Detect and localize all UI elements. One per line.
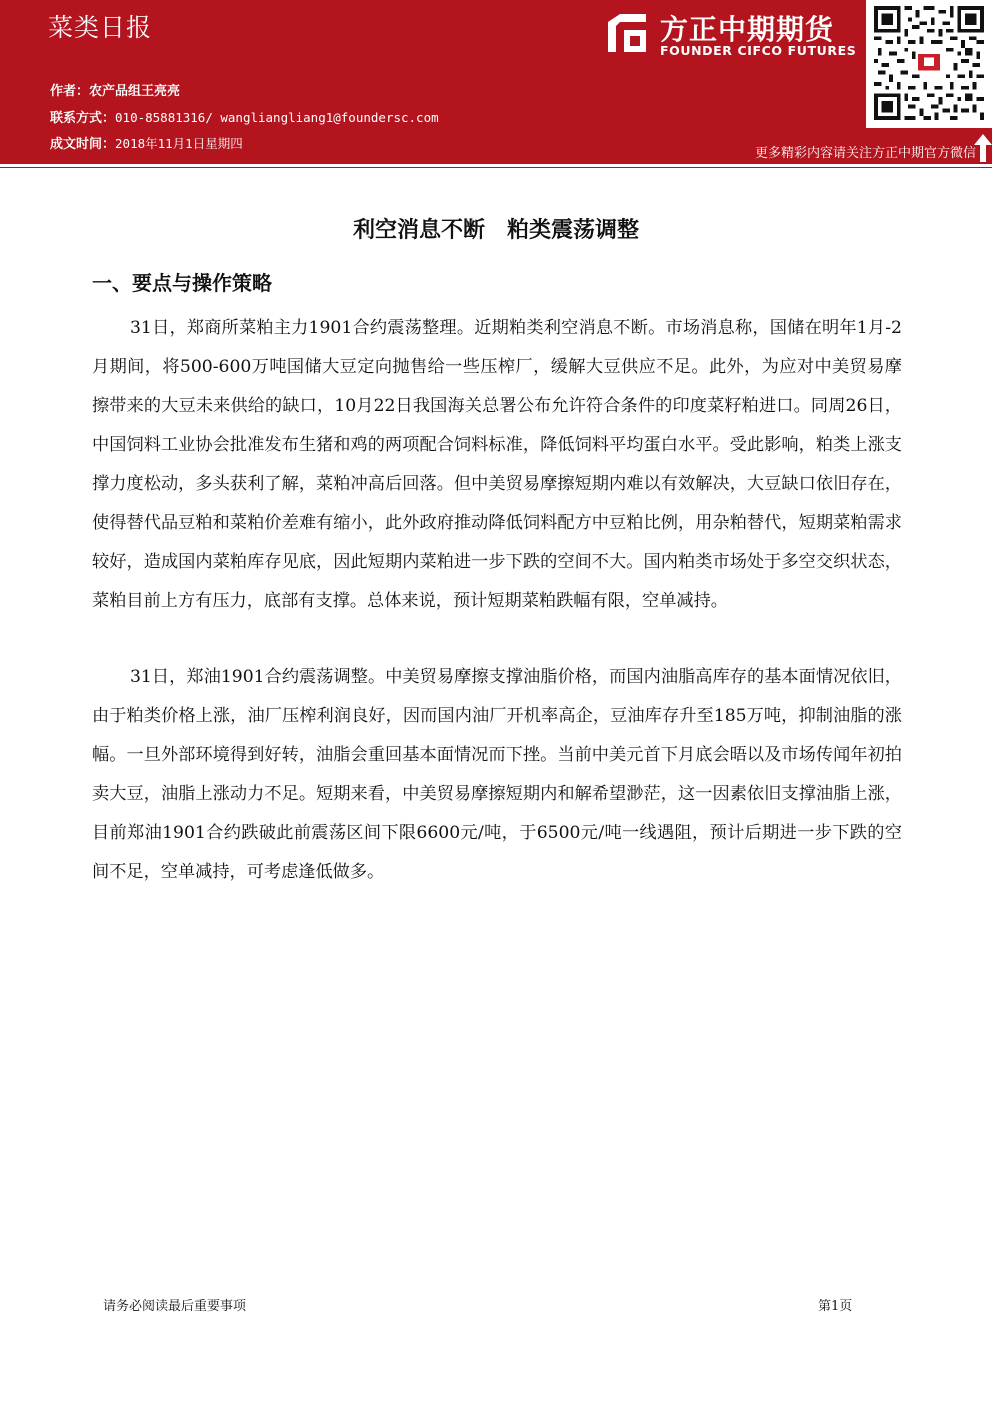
date-line [50,133,243,152]
paragraph-rapeseed-oil: 31日，郑油1901合约震荡调整。中美贸易摩擦支撑油脂价格，而国内油脂高库存的基本面情况依旧，由于粕类价格上涨，油厂压榨利润良好，因而国内油厂开机率高企，豆油库存升至185万吨，抑制油脂的涨幅。一旦外部环境得到好转，油脂会重回基本面情况而下挫。当前中美元首下月底会晤以及市场传闻年初拍卖大豆，油脂上涨动力不足。短期来看，中美贸易摩擦短期内和解希望渺茫，这一因素依旧支撑油脂上涨，目前郑油1901合约跌破此前震荡区间下限6600元/吨，于6500元/吨一线遇阻，预计后期进一步下跌的空间不足，空单减持，可考虑逢低做多。 [92,667,902,882]
qr-code[interactable] [866,0,992,128]
contact-label: 联系方式： [50,111,116,126]
founder-logo-icon [604,10,650,56]
author-value: 农产品组王亮亮 [89,84,181,99]
up-arrow-icon[interactable] [974,134,992,162]
section-heading: 一、要点与操作策略 [92,271,272,295]
header-divider-thin [0,167,992,168]
author-label: 作者： [50,84,90,99]
footer-notice: 请务必阅读最后重要事项 [103,1299,247,1314]
header-divider [0,162,992,164]
report-title: 菜类日报 [48,13,153,42]
document-title: 利空消息不断 粕类震荡调整 [352,218,639,243]
qr-code-icon [874,6,984,120]
date-value: 2018年11月1日星期四 [115,136,243,151]
author-line [50,80,180,99]
paragraph-rapeseed-meal: 31日，郑商所菜粕主力1901合约震荡整理。近期粕类利空消息不断。市场消息称，国储在明年1月-2月期间，将500-600万吨国储大豆定向抛售给一些压榨厂，缓解大豆供应不足。此外，为应对中美贸易摩擦带来的大豆未来供给的缺口，10月22日我国海关总署公布允许符合条件的印度菜籽粕进口。同周26日，中国饲料工业协会批准发布生猪和鸡的两项配合饲料标准，降低饲料平均蛋白水平。受此影响，粕类上涨支撑力度松动，多头获利了解，菜粕冲高后回落。但中美贸易摩擦短期内难以有效解决，大豆缺口依旧存在，使得替代品豆粕和菜粕价差难有缩小，此外政府推动降低饲料配方中豆粕比例，用杂粕替代，短期菜粕需求较好，造成国内菜粕库存见底，因此短期内菜粕进一步下跌的空间不大。国内粕类市场处于多空交织状态，菜粕目前上方有压力，底部有支撑。总体来说，预计短期菜粕跌幅有限，空单减持。 [92,318,902,611]
contact-line [50,107,439,126]
date-label: 成文时间： [50,137,116,152]
brand-name-en: FOUNDER CIFCO FUTURES [660,43,857,58]
page-number: 第1页 [818,1299,853,1314]
brand-logo [600,6,862,64]
report-header [0,0,992,162]
brand-name-cn: 方正中期期货 [660,13,835,46]
follow-wechat-text: 更多精彩内容请关注方正中期官方微信 [754,146,976,161]
contact-value[interactable]: 010-85881316/ wangliangliang1@foundersc.com [115,110,439,125]
